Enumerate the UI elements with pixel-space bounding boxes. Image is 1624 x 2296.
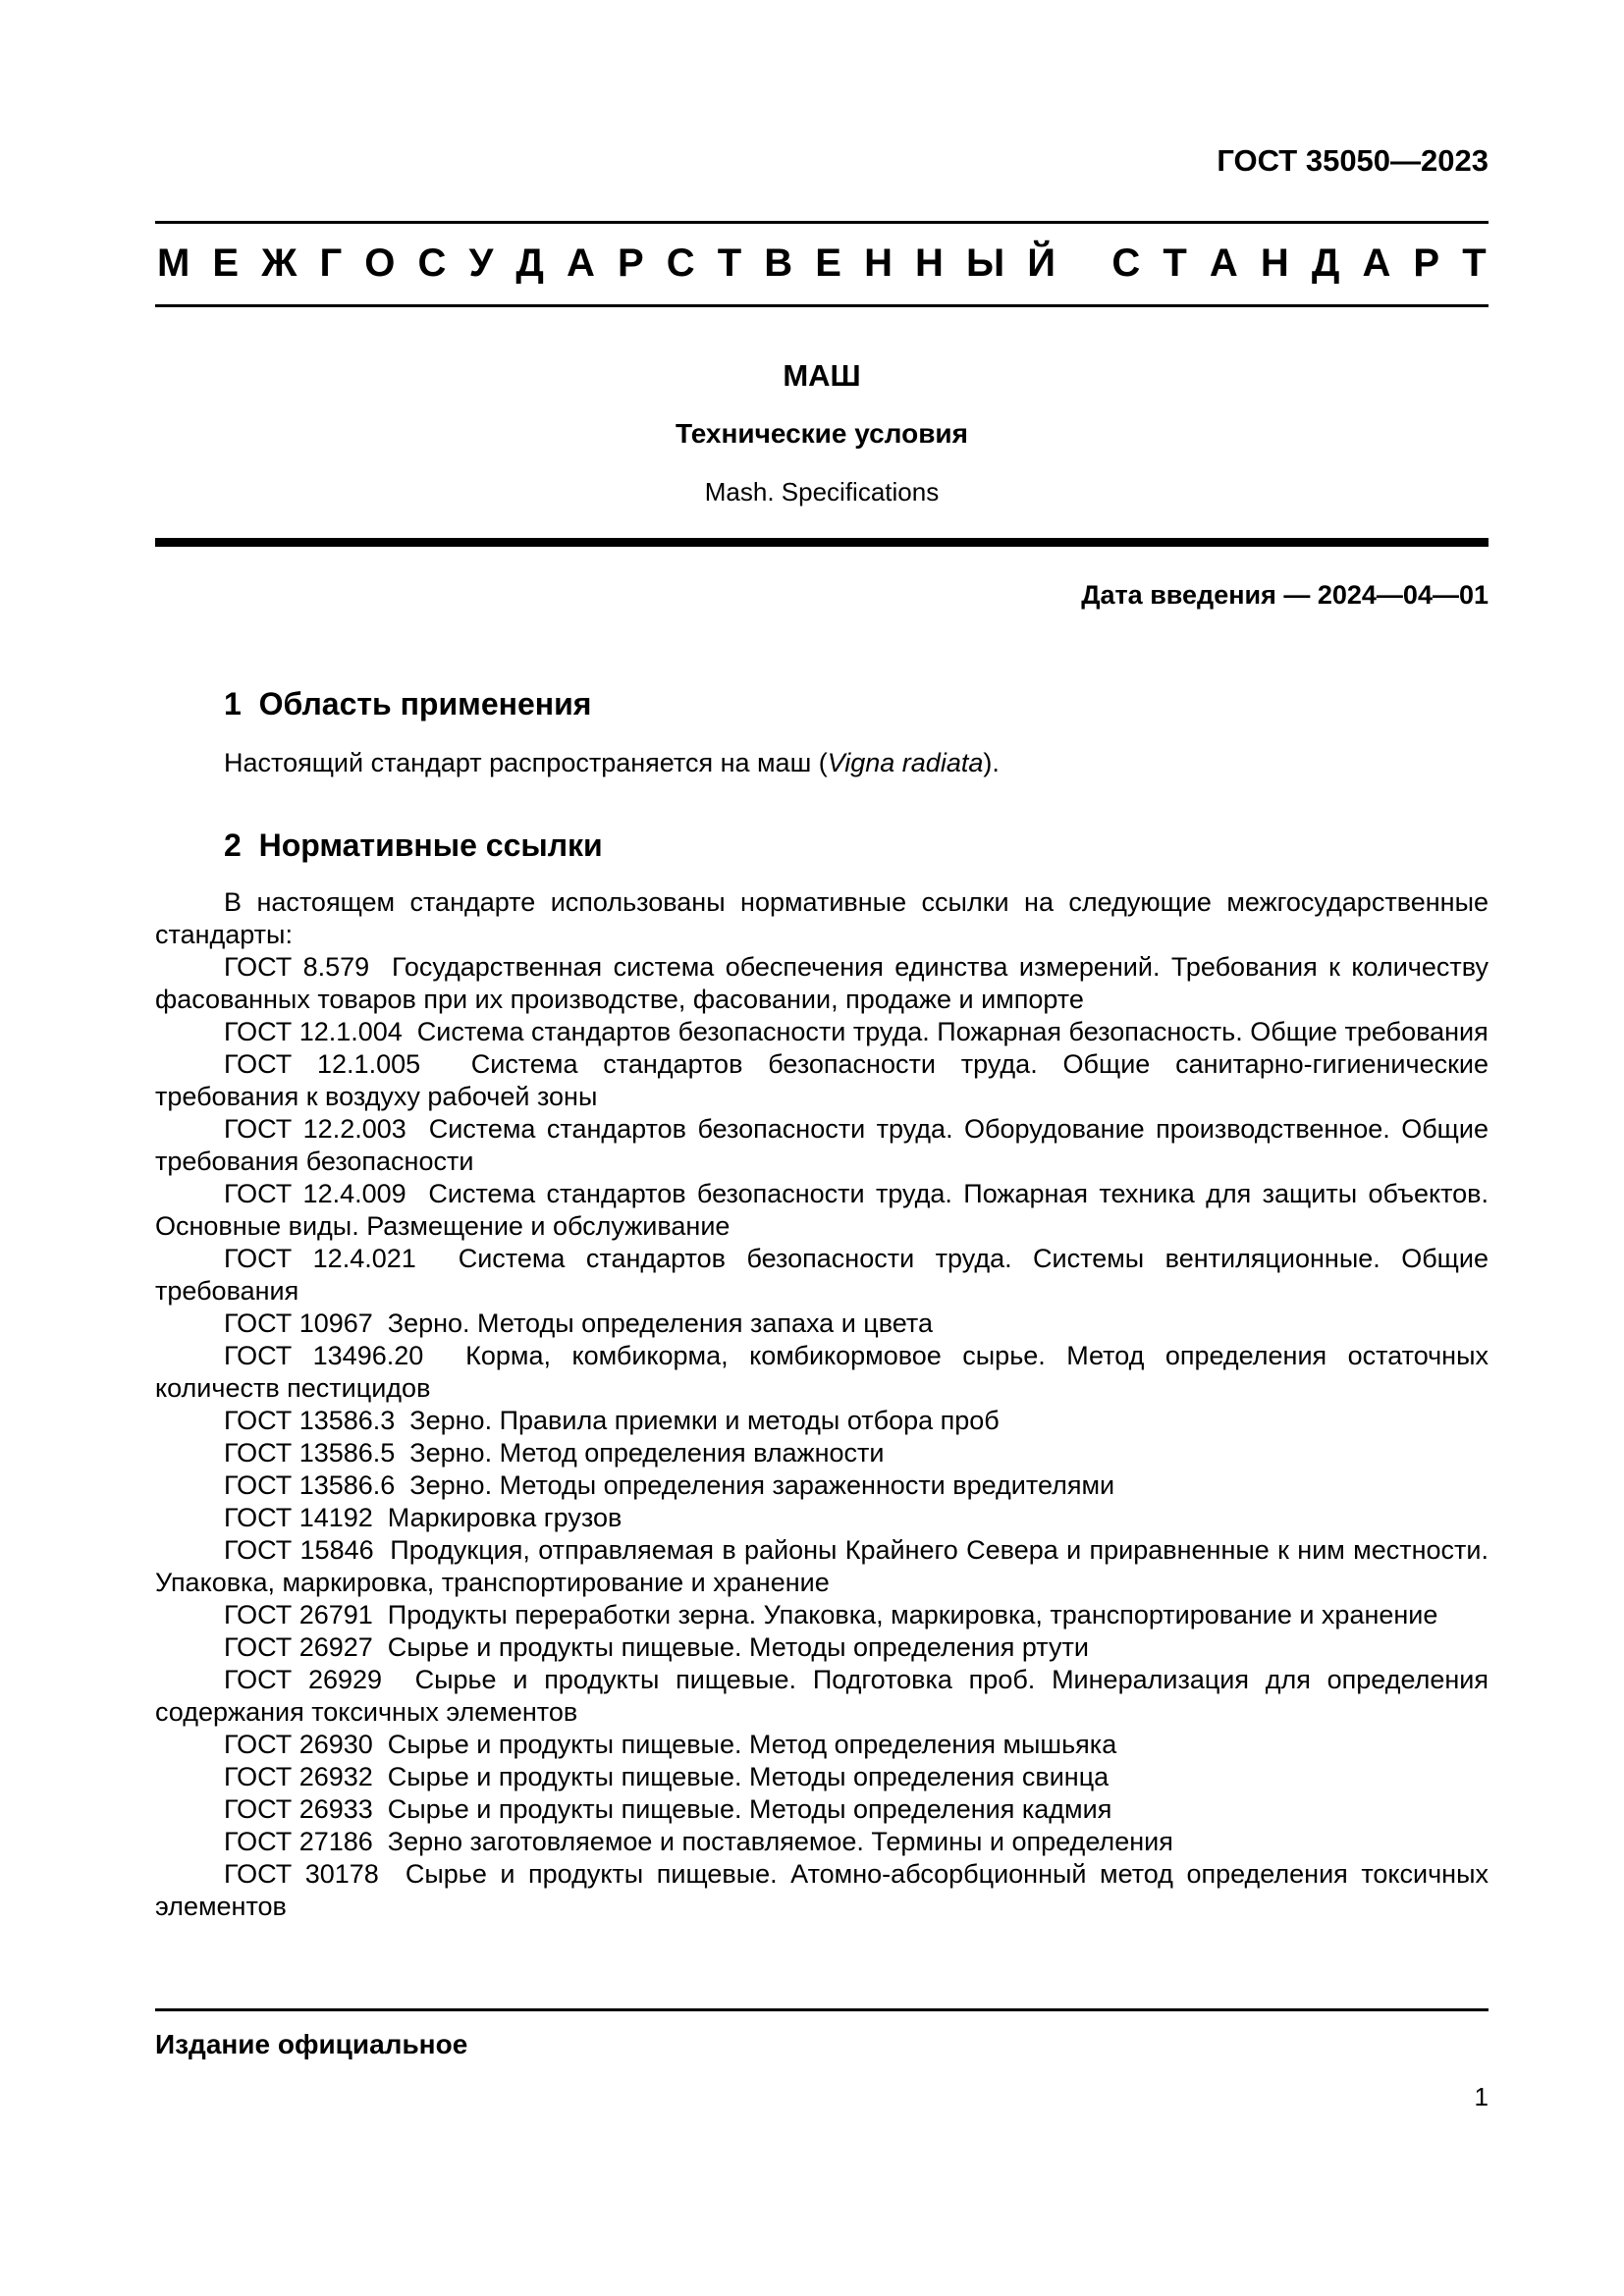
reference-item: ГОСТ 26933 Сырье и продукты пищевые. Методы определения кадмия (224, 1794, 1112, 1825)
references-intro: В настоящем стандарте использованы нормативные ссылки на следующие межгосударственные стандарты: (155, 887, 1489, 950)
effective-date: Дата введения — 2024—04—01 (1081, 580, 1489, 610)
reference-item: ГОСТ 12.1.005 Система стандартов безопасности труда. Общие санитарно-гигиенические требования к воздуху рабочей зоны (155, 1049, 1489, 1112)
reference-item: ГОСТ 10967 Зерно. Методы определения запаха и цвета (224, 1308, 933, 1339)
standard-type-band (155, 221, 1489, 307)
reference-item: ГОСТ 13586.6 Зерно. Методы определения зараженности вредителями (224, 1470, 1115, 1501)
standard-type-label: М Е Ж Г О С У Д А Р С Т В Е Н Н Ы Й С Т А Н Д А Р Т (157, 241, 1487, 285)
reference-item: ГОСТ 26791 Продукты переработки зерна. Упаковка, маркировка, транспортирование и хранение (224, 1600, 1438, 1630)
reference-item: ГОСТ 26932 Сырье и продукты пищевые. Методы определения свинца (224, 1762, 1110, 1792)
reference-item: ГОСТ 12.4.009 Система стандартов безопасности труда. Пожарная техника для защиты объектов. Основные виды. Размещение и обслуживание (155, 1179, 1489, 1242)
scope-text-prefix: Настоящий стандарт распространяется на маш ( (224, 748, 828, 778)
reference-item: ГОСТ 26929 Сырье и продукты пищевые. Подготовка проб. Минерализация для определения содержания токсичных элементов (155, 1665, 1489, 1728)
reference-item: ГОСТ 12.1.004 Система стандартов безопасности труда. Пожарная безопасность. Общие требования (224, 1017, 1489, 1047)
reference-item: ГОСТ 8.579 Государственная система обеспечения единства измерений. Требования к количеству фасованных товаров при их производстве, фасовании, продаже и импорте (155, 952, 1489, 1015)
edition-note: Издание официальное (155, 2029, 468, 2059)
reference-item: ГОСТ 26927 Сырье и продукты пищевые. Методы определения ртути (224, 1632, 1089, 1663)
reference-item: ГОСТ 26930 Сырье и продукты пищевые. Метод определения мышьяка (224, 1730, 1117, 1760)
reference-item: ГОСТ 12.2.003 Система стандартов безопасности труда. Оборудование производственное. Общие требования безопасности (155, 1114, 1489, 1177)
divider-rule (155, 538, 1489, 547)
document-subtitle: Технические условия (676, 418, 968, 449)
references-list (155, 951, 1489, 1923)
section-1-heading: 1 Область применения (224, 686, 592, 721)
page-number: 1 (1474, 2082, 1489, 2111)
document-title: МАШ (783, 358, 861, 393)
reference-item: ГОСТ 13586.3 Зерно. Правила приемки и методы отбора проб (224, 1406, 1000, 1436)
page-footer (155, 2008, 1489, 2109)
doc-number: ГОСТ 35050—2023 (1217, 143, 1489, 178)
reference-item: ГОСТ 13496.20 Корма, комбикорма, комбикормовое сырье. Метод определения остаточных количеств пестицидов (155, 1341, 1489, 1404)
scope-species-italic: Vigna radiata (827, 748, 984, 778)
reference-item: ГОСТ 14192 Маркировка грузов (224, 1503, 623, 1533)
reference-item: ГОСТ 12.4.021 Система стандартов безопасности труда. Системы вентиляционные. Общие требования (155, 1244, 1489, 1307)
reference-item: ГОСТ 15846 Продукция, отправляемая в районы Крайнего Севера и приравненные к ним местности. Упаковка, маркировка, транспортирование и хранение (155, 1535, 1489, 1598)
reference-item: ГОСТ 13586.5 Зерно. Метод определения влажности (224, 1438, 885, 1468)
scope-paragraph (155, 747, 1489, 779)
document-title-en: Mash. Specifications (704, 477, 940, 507)
reference-item: ГОСТ 27186 Зерно заготовляемое и поставляемое. Термины и определения (224, 1827, 1173, 1857)
scope-text-suffix: ). (983, 748, 1000, 778)
section-2-heading: 2 Нормативные ссылки (224, 828, 603, 864)
reference-item: ГОСТ 30178 Сырье и продукты пищевые. Атомно-абсорбционный метод определения токсичных элементов (155, 1859, 1489, 1922)
